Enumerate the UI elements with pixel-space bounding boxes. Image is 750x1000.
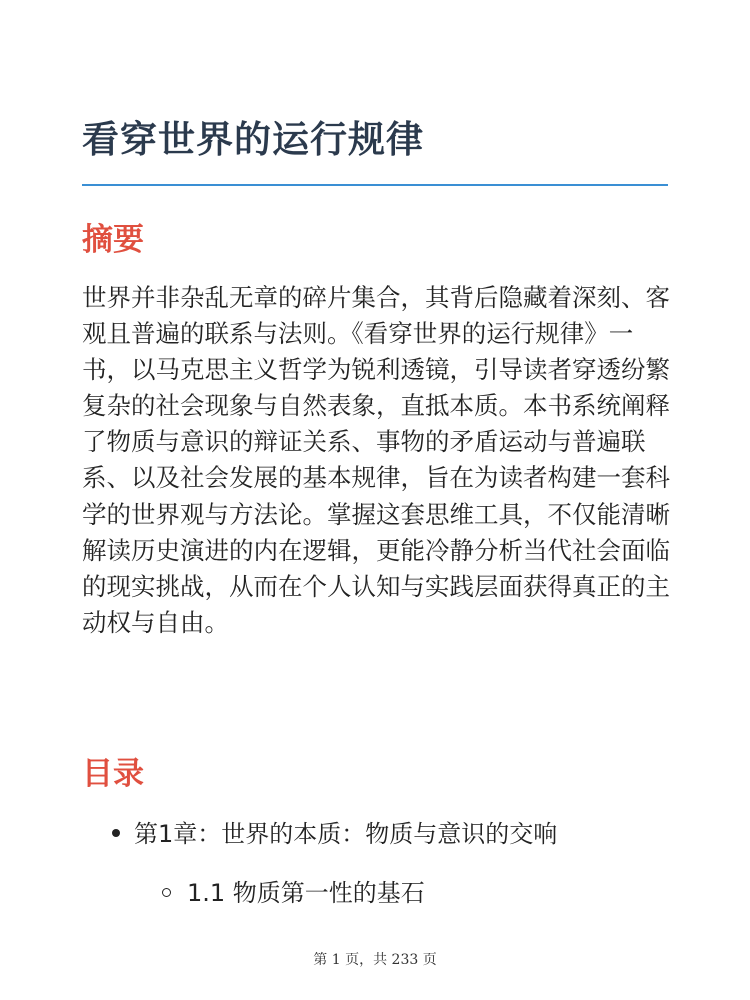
abstract-paragraph: 世界并非杂乱无章的碎片集合，其背后隐藏着深刻、客观且普遍的联系与法则。《看穿世界的运行规律》一书，以马克思主义哲学为锐利透镜，引导读者穿透纷繁复杂的社会现象与自然表象，直抵本质。本书系统阐释了物质与意识的辩证关系、事物的矛盾运动与普遍联系、以及社会发展的基本规律，旨在为读者构建一套科学的世界观与方法论。掌握这套思维工具，不仅能清晰解读历史演进的内在逻辑，更能冷静分析当代社会面临的现实挑战，从而在个人认知与实践层面获得真正的主动权与自由。: [82, 283, 670, 637]
page-number-footer: 第 1 页，共 233 页: [313, 952, 437, 968]
hollow-bullet-icon: [162, 888, 171, 897]
filled-bullet-icon: [112, 829, 120, 837]
toc-heading: 目录: [82, 756, 144, 792]
toc-item-label: 1.1 物质第一性的基石: [187, 879, 425, 907]
abstract-heading: 摘要: [82, 222, 144, 258]
toc-item-label: 第1章：世界的本质：物质与意识的交响: [134, 820, 558, 848]
page-title: 看穿世界的运行规律: [82, 118, 424, 161]
toc-item-section-1-1[interactable]: [162, 876, 425, 910]
title-divider: [82, 184, 668, 186]
toc-item-chapter-1[interactable]: [112, 817, 557, 851]
